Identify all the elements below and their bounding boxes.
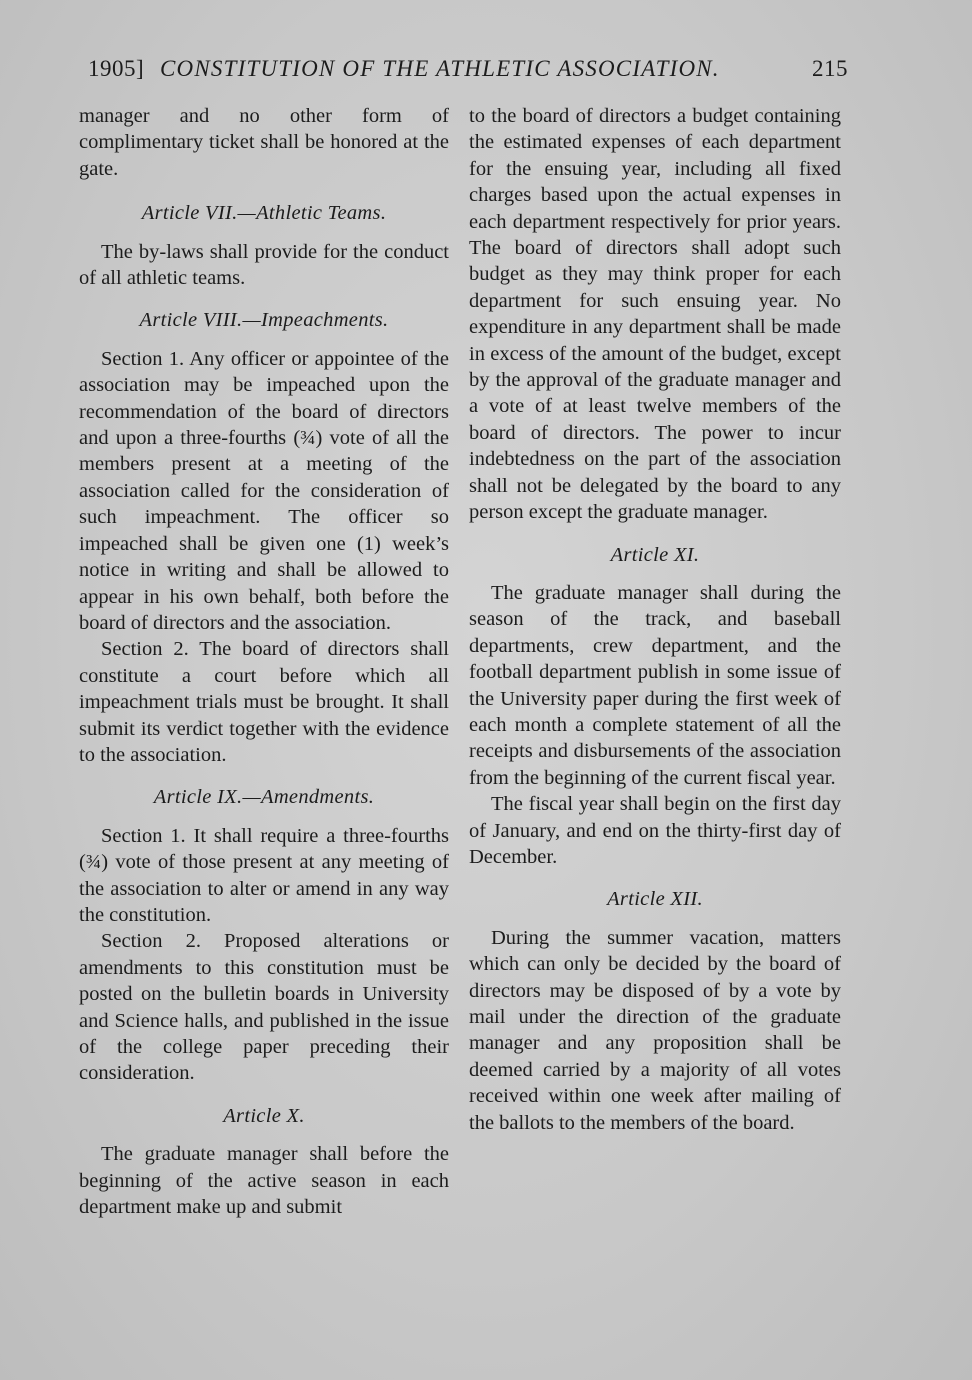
article-x-continued: to the board of directors a budget containing the estimated expenses of each department for the ensuing year, including all fixed charges based upon the actual expenses in each department respectively for prior years. The board of directors shall adopt such budget as they may think proper for each department for such ensuing year. No expenditure in any department shall be made in excess of the amount of the budget, except by the approval of the graduate manager and a vote of at least twelve members of the board of directors. The power to incur indebtedness on the part of the association shall not be delegated by the board to any person except the graduate manager. (469, 105, 841, 524)
page-number: 215 (812, 56, 848, 81)
continuation-paragraph: manager and no other form of complimentary ticket shall be honored at the gate. (79, 105, 449, 180)
article-xi-heading: Article XI. (610, 543, 700, 566)
left-column (79, 103, 449, 1220)
article-xii-text: During the summer vacation, matters which can only be decided by the board of directors may be disposed of by a vote by mail under the direction of the graduate manager and any proposition shall be deemed carried by a majority of all votes received within one week after mailing of the ballots to the members of the board. (469, 926, 841, 1134)
article-vii-heading: Article VII.—Athletic Teams. (141, 202, 387, 225)
article-viii-heading: Article VIII.—Impeachments. (139, 309, 389, 332)
article-xii-heading: Article XII. (607, 888, 703, 911)
header-title: CONSTITUTION OF THE ATHLETIC ASSOCIATION. (160, 56, 720, 81)
article-vii-text: The by-laws shall provide for the conduct of all athletic teams. (79, 240, 449, 290)
article-x-heading: Article X. (223, 1104, 305, 1127)
right-column (469, 103, 841, 1136)
article-ix-section-2: Section 2. Proposed alterations or amendments to this constitution must be posted on the bulletin boards in University and Science halls, and published in the issue of the college paper preceding their consideration. (79, 930, 449, 1085)
article-viii-section-1: Section 1. Any officer or appointee of the association may be impeached upon the recommendation of the board of directors and upon a three-fourths (¾) vote of all the members present at a meeting of the association called for the consideration of such impeachment. The officer so impeached shall be given one (1) week’s notice in writing and shall be allowed to appear in his own behalf, both before the board of directors and the association. (79, 347, 449, 634)
article-xi-paragraph-2: The fiscal year shall begin on the first day of January, and end on the thirty-first day of December. (469, 793, 841, 868)
article-xi-paragraph-1: The graduate manager shall during the season of the track, and baseball departments, crew department, and the football department publish in some issue of the University paper during the first week of each month a complete statement of all the receipts and disbursements of the association from the beginning of the current fiscal year. (469, 581, 841, 789)
article-ix-section-1: Section 1. It shall require a three-fourths (¾) vote of those present at any meeting of the association to alter or amend in any way the constitution. (79, 824, 449, 926)
article-ix-heading: Article IX.—Amendments. (153, 786, 375, 809)
header-year: 1905] (88, 56, 145, 81)
article-viii-section-2: Section 2. The board of directors shall constitute a court before which all impeachment trials must be brought. It shall submit its verdict together with the evidence to the association. (79, 638, 449, 766)
article-x-text: The graduate manager shall before the beginning of the active season in each department make up and submit (79, 1143, 449, 1219)
